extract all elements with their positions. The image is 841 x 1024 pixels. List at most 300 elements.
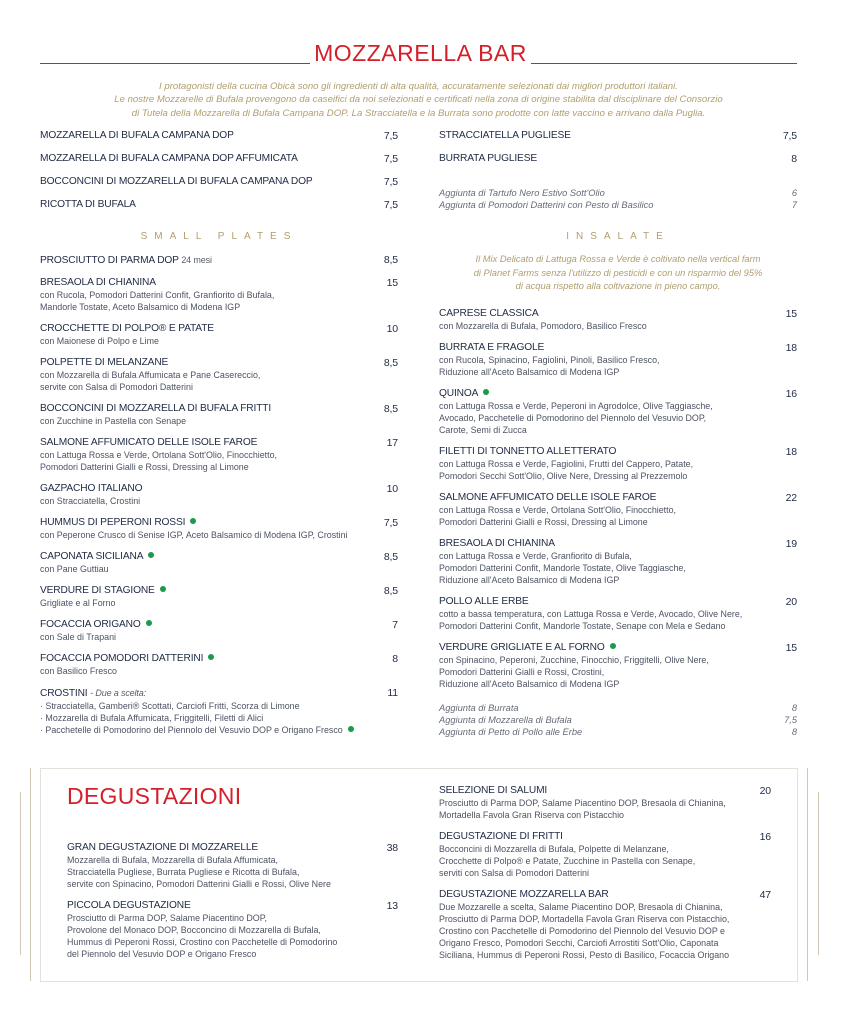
description-line: Hummus di Peperoni Rossi, Crostino con Pacchetelle di Pomodorino	[67, 937, 338, 947]
menu-item-price: 7,5	[383, 517, 398, 529]
description-line: con Pane Guttiau	[40, 564, 109, 574]
description-line: · Mozzarella di Bufala Affumicata, Friggitelli, Filetti di Alici	[40, 713, 264, 723]
vegetarian-dot-icon	[190, 518, 196, 524]
degustazioni-heading: DEGUSTAZIONI	[67, 783, 242, 809]
menu-item-price: 47	[759, 889, 771, 901]
menu-item-title: HUMMUS DI PEPERONI ROSSI	[40, 517, 186, 528]
description-line: con Sale di Trapani	[40, 632, 116, 642]
menu-item-title: BURRATA PUGLIESE	[439, 153, 537, 164]
menu-item-name	[40, 357, 168, 369]
intro-line: Le nostre Mozzarelle di Bufala provengono da caseifici da noi selezionati e certificati nella zona di origine stabilita dal disciplinare del Consorzio	[114, 94, 723, 106]
menu-item-description	[439, 620, 797, 632]
description-line: · Stracciatella, Gamberi® Scottati, Carciofi Fritti, Scorza di Limone	[40, 701, 300, 711]
menu-item-description	[439, 797, 771, 809]
menu-item-name	[439, 342, 544, 354]
menu-item-description	[40, 301, 398, 313]
menu-item-header	[40, 517, 398, 529]
menu-item-price: 15	[386, 277, 398, 289]
menu-item-name	[67, 842, 258, 854]
description-line: Crocchette di Polpo® e Patate, Zucchine in Pastella con Senape,	[439, 856, 696, 866]
menu-item	[40, 199, 398, 211]
menu-item-description	[439, 366, 797, 378]
menu-item-description	[439, 504, 797, 516]
menu-item	[40, 517, 398, 541]
menu-item-name	[40, 153, 298, 165]
menu-item-name	[439, 130, 571, 142]
description-line: cotto a bassa temperatura, con Lattuga Rossa e Verde, Avocado, Olive Nere,	[439, 609, 743, 619]
title-rule-right	[531, 63, 797, 64]
insalate-heading: INSALATE	[566, 231, 670, 242]
menu-item	[439, 642, 797, 690]
menu-item-description	[40, 563, 398, 575]
menu-item-description	[439, 458, 797, 470]
menu-item	[40, 551, 398, 575]
menu-item-header	[439, 308, 797, 320]
menu-item	[439, 492, 797, 528]
description-line: Siciliana, Hummus di Peperoni Rossi, Pesto di Basilico, Focaccia Origano	[439, 950, 730, 960]
menu-item-description	[40, 415, 398, 427]
menu-item-name	[40, 199, 136, 211]
addon-name: Aggiunta di Burrata	[439, 703, 519, 713]
addon-price: 6	[791, 188, 797, 198]
description-line: Bocconcini di Mozzarella di Bufala, Polpette di Melanzane,	[439, 844, 669, 854]
menu-item-description	[67, 936, 398, 948]
small-plates-heading: SMALL PLATES	[140, 231, 298, 242]
menu-item	[40, 403, 398, 427]
menu-item	[40, 483, 398, 507]
menu-item-description	[40, 712, 398, 724]
menu-item-description	[439, 516, 797, 528]
description-line: Carote, Semi di Zucca	[439, 425, 527, 435]
description-line: Riduzione all'Aceto Balsamico di Modena IGP	[439, 575, 620, 585]
menu-item	[439, 785, 771, 821]
menu-item-description	[67, 854, 398, 866]
menu-item-title: CROSTINI	[40, 688, 88, 699]
menu-item-header	[439, 342, 797, 354]
menu-item-title: BOCCONCINI DI MOZZARELLA DI BUFALA FRITTI	[40, 403, 272, 414]
description-line: con Zucchine in Pastella con Senape	[40, 416, 187, 426]
menu-item-description	[40, 289, 398, 301]
insalate-addons	[439, 702, 797, 738]
menu-item-description	[40, 700, 398, 712]
menu-item-header	[40, 551, 398, 563]
description-line: con Peperone Crusco di Senise IGP, Aceto Balsamico di Modena IGP, Crostini	[40, 530, 348, 540]
menu-item-note-italic: - Due a scelta:	[90, 688, 146, 698]
menu-item	[439, 342, 797, 378]
menu-item-description	[439, 867, 771, 879]
description-line: con Rucola, Pomodori Datterini Confit, Granfiorito di Bufala,	[40, 290, 275, 300]
description-line: Riduzione all'Aceto Balsamico di Modena IGP	[439, 679, 620, 689]
menu-item-header	[40, 483, 398, 495]
description-line: con Lattuga Rossa e Verde, Granfiorito di Bufala,	[439, 551, 632, 561]
menu-item-price: 22	[785, 492, 797, 504]
menu-item-description	[67, 924, 398, 936]
menu-item-header	[40, 403, 398, 415]
menu-item-title: BOCCONCINI DI MOZZARELLA DI BUFALA CAMPANA DOP	[40, 176, 313, 187]
menu-item-title: GRAN DEGUSTAZIONE DI MOZZARELLE	[67, 842, 259, 853]
title-rule-left	[40, 63, 310, 64]
menu-item-header	[40, 687, 398, 700]
menu-item-header	[439, 492, 797, 504]
insalate-intro-line: di Planet Farms senza l'utilizzo di pesticidi e con un risparmio del 95%	[473, 267, 763, 278]
menu-item-description	[439, 412, 797, 424]
addon-price: 7,5	[784, 715, 797, 725]
menu-item-name	[439, 308, 539, 320]
description-line: serviti con Salsa di Pomodori Datterini	[439, 868, 589, 878]
menu-item-name	[439, 889, 609, 901]
intro-line: di Tutela della Mozzarella di Bufala Campana DOP. La Stracciatella e la Burrata sono prodotte con latte vaccino e arrivano dalla Puglia.	[131, 107, 706, 119]
menu-item-header	[439, 642, 797, 654]
description-line: Pomodori Datterini Gialli e Rossi, Dressing al Limone	[439, 517, 648, 527]
menu-item-description	[40, 461, 398, 473]
menu-item-header	[40, 153, 398, 165]
menu-item-price: 16	[785, 388, 797, 400]
menu-item-header	[439, 596, 797, 608]
menu-item-name	[40, 277, 156, 289]
menu-item-name	[439, 153, 537, 165]
small-plates-list	[40, 254, 398, 746]
description-line: con Rucola, Spinacino, Fagiolini, Pinoli, Basilico Fresco,	[439, 355, 660, 365]
menu-item-price: 16	[759, 831, 771, 843]
menu-item-header	[67, 900, 398, 912]
menu-item	[439, 308, 797, 332]
menu-item-header	[40, 323, 398, 335]
menu-item	[40, 687, 398, 736]
menu-item-name	[40, 176, 313, 188]
description-line: Prosciutto di Parma DOP, Mortadella Favola Gran Riserva con Pistacchio,	[439, 914, 730, 924]
menu-item-description	[40, 597, 398, 609]
menu-item-price: 18	[785, 446, 797, 458]
menu-item-header	[439, 130, 797, 142]
menu-item-description	[439, 654, 797, 666]
menu-item-description	[439, 666, 797, 678]
menu-item-title: POLPETTE DI MELANZANE	[40, 357, 169, 368]
menu-item	[67, 842, 398, 890]
vegetarian-dot-icon	[610, 643, 616, 649]
menu-item-price: 15	[785, 642, 797, 654]
menu-item-name	[439, 492, 656, 504]
menu-item-price: 13	[386, 900, 398, 912]
menu-item-description	[40, 495, 398, 507]
menu-item-title: PICCOLA DEGUSTAZIONE	[67, 900, 191, 911]
menu-item-note	[90, 688, 146, 698]
menu-item-name	[40, 254, 212, 267]
menu-item-price: 7,5	[383, 153, 398, 165]
menu-item-title: DEGUSTAZIONE MOZZARELLA BAR	[439, 889, 609, 900]
menu-item-title: FOCACCIA POMODORI DATTERINI	[40, 653, 204, 664]
menu-item-description	[439, 901, 771, 913]
menu-item-note: 24 mesi	[181, 255, 212, 265]
menu-item	[439, 596, 797, 632]
menu-item-price: 7,5	[383, 176, 398, 188]
decorative-line	[30, 768, 31, 981]
menu-item-title: RICOTTA DI BUFALA	[40, 199, 136, 210]
addon-price: 8	[791, 727, 797, 737]
menu-item-header	[439, 785, 771, 797]
menu-item-header	[439, 446, 797, 458]
menu-item-title: FILETTI DI TONNETTO ALLETTERATO	[439, 446, 617, 457]
decorative-line	[20, 792, 21, 955]
menu-item-name	[40, 437, 257, 449]
menu-item-name	[439, 642, 616, 654]
description-line: Pomodori Datterini Gialli e Rossi, Crostini,	[439, 667, 605, 677]
menu-item-price: 7	[392, 619, 398, 631]
menu-item	[40, 277, 398, 313]
addon-price: 8	[791, 703, 797, 713]
menu-item-name	[439, 538, 555, 550]
menu-item	[40, 357, 398, 393]
description-line: Provolone del Monaco DOP, Bocconcino di Mozzarella di Bufala,	[67, 925, 321, 935]
menu-item-name	[40, 551, 154, 563]
menu-item	[40, 585, 398, 609]
menu-item-header	[40, 357, 398, 369]
menu-item-title: MOZZARELLA DI BUFALA CAMPANA DOP AFFUMICATA	[40, 153, 298, 164]
menu-item-header	[439, 538, 797, 550]
description-line: Pomodori Datterini Confit, Mandorle Tostate, Olive Taggiasche,	[439, 563, 686, 573]
decorative-line	[807, 768, 808, 981]
decorative-line	[818, 792, 819, 955]
insalate-intro	[439, 253, 797, 294]
menu-item-price: 10	[386, 323, 398, 335]
description-line: Stracciatella Pugliese, Burrata Pugliese e Ricotta di Bufala,	[67, 867, 300, 877]
menu-item	[439, 889, 771, 961]
menu-item-header	[40, 176, 398, 188]
menu-item-name	[40, 619, 152, 631]
menu-item-header	[40, 199, 398, 211]
menu-item-description	[439, 400, 797, 412]
menu-item	[40, 619, 398, 643]
menu-item-title: CROCCHETTE DI POLPO® E PATATE	[40, 323, 214, 334]
menu-item	[40, 153, 398, 165]
menu-item-description	[439, 855, 771, 867]
vegetarian-dot-icon	[208, 654, 214, 660]
description-line: con Mozzarella di Bufala Affumicata e Pane Casereccio,	[40, 370, 261, 380]
menu-item-price: 38	[386, 842, 398, 854]
menu-item-description	[439, 913, 771, 925]
menu-item-header	[40, 653, 398, 665]
description-line: Mortadella Favola Gran Riserva con Pistacchio	[439, 810, 624, 820]
menu-item-description	[40, 529, 398, 541]
menu-item-title: SALMONE AFFUMICATO DELLE ISOLE FAROE	[439, 492, 657, 503]
menu-item-name	[439, 785, 547, 797]
menu-item	[439, 538, 797, 586]
addon-name: Aggiunta di Mozzarella di Bufala	[439, 715, 572, 725]
menu-item-title: VERDURE GRIGLIATE E AL FORNO	[439, 642, 605, 653]
menu-item-price: 20	[759, 785, 771, 797]
menu-item-description	[40, 665, 398, 677]
description-line: servite con Salsa di Pomodori Datterini	[40, 382, 193, 392]
menu-item-price: 18	[785, 342, 797, 354]
addon-row	[439, 187, 797, 199]
menu-item-name	[67, 900, 191, 912]
description-line: con Spinacino, Peperoni, Zucchine, Finocchio, Friggitelli, Olive Nere,	[439, 655, 709, 665]
menu-item-title: PROSCIUTTO DI PARMA DOP	[40, 255, 179, 266]
menu-item-price: 7,5	[782, 130, 797, 142]
intro-line: I protagonisti della cucina Obicà sono gli ingredienti di alta qualità, accuratamente selezionati dai migliori produttori italiani.	[159, 81, 678, 92]
description-line: Prosciutto di Parma DOP, Salame Piacentino DOP, Bresaola di Chianina,	[439, 798, 726, 808]
menu-item-description	[439, 925, 771, 937]
menu-item-description	[439, 574, 797, 586]
description-line: con Lattuga Rossa e Verde, Ortolana Sott'Olio, Finocchietto,	[439, 505, 677, 515]
description-line: con Basilico Fresco	[40, 666, 117, 676]
menu-item-name	[40, 483, 142, 495]
menu-item-header	[40, 619, 398, 631]
description-line: Grigliate e al Forno	[40, 598, 116, 608]
mozzarella-list-right	[439, 130, 797, 176]
vegetarian-dot-icon	[483, 389, 489, 395]
mozzarella-list-left	[40, 130, 398, 222]
description-line: Origano Fresco, Pomodori Secchi, Carciofi Arrostiti Sott'Olio, Caponata	[439, 938, 719, 948]
addon-name: Aggiunta di Pomodori Datterini con Pesto di Basilico	[439, 200, 654, 210]
menu-item	[439, 130, 797, 142]
menu-item-title: VERDURE DI STAGIONE	[40, 585, 155, 596]
menu-item	[439, 388, 797, 436]
vegetarian-dot-icon	[148, 552, 154, 558]
menu-item	[439, 446, 797, 482]
menu-item-description	[40, 381, 398, 393]
menu-item-title: BRESAOLA DI CHIANINA	[40, 277, 156, 288]
insalate-intro-line: di acqua rispetto alla coltivazione in pieno campo.	[515, 281, 721, 291]
menu-item-price: 15	[785, 308, 797, 320]
menu-item-header	[40, 277, 398, 289]
menu-item-name	[40, 130, 234, 142]
menu-item-header	[439, 831, 771, 843]
menu-item-name	[40, 653, 214, 665]
menu-item-description	[67, 866, 398, 878]
menu-item-price: 8	[791, 153, 797, 165]
menu-item-description	[67, 912, 398, 924]
menu-item-price: 8,5	[383, 357, 398, 369]
insalate-list	[439, 308, 797, 700]
addon-row	[439, 726, 797, 738]
menu-item	[40, 653, 398, 677]
menu-item-price: 8,5	[383, 551, 398, 563]
description-line: Mozzarella di Bufala, Mozzarella di Bufala Affumicata,	[67, 855, 278, 865]
menu-item-header	[439, 388, 797, 400]
menu-item-description	[439, 937, 771, 949]
description-line: servite con Spinacino, Pomodori Datterini Gialli e Rossi, Olive Nere	[67, 879, 331, 889]
addon-row	[439, 199, 797, 211]
menu-item-name	[439, 596, 529, 608]
menu-item-title: CAPONATA SICILIANA	[40, 551, 144, 562]
description-line: con Lattuga Rossa e Verde, Ortolana Sott'Olio, Finocchietto,	[40, 450, 278, 460]
insalate-intro-line: Il Mix Delicato di Lattuga Rossa e Verde è coltivato nella vertical farm	[475, 254, 761, 264]
menu-item-header	[40, 585, 398, 597]
description-line: con Maionese di Polpo e Lime	[40, 336, 159, 346]
menu-item	[67, 900, 398, 960]
menu-item-title: SELEZIONE DI SALUMI	[439, 785, 548, 796]
menu-item-name	[40, 517, 196, 529]
page-title: MOZZARELLA BAR	[314, 40, 527, 66]
menu-item	[40, 130, 398, 142]
mozzarella-addons	[439, 187, 797, 211]
vegetarian-dot-icon	[348, 726, 354, 732]
menu-item-description	[439, 678, 797, 690]
menu-item-price: 17	[386, 437, 398, 449]
menu-item	[439, 831, 771, 879]
menu-item-price: 7,5	[383, 199, 398, 211]
menu-item-title: STRACCIATELLA PUGLIESE	[439, 130, 571, 141]
description-line: Pomodori Secchi Sott'Olio, Olive Nere, Dressing al Prezzemolo	[439, 471, 688, 481]
menu-item	[40, 323, 398, 347]
description-line: Due Mozzarelle a scelta, Salame Piacentino DOP, Bresaola di Chianina,	[439, 902, 723, 912]
menu-item-description	[439, 424, 797, 436]
description-line: del Piennolo del Vesuvio DOP e Origano Fresco	[67, 949, 257, 959]
addon-row	[439, 702, 797, 714]
menu-item	[40, 176, 398, 188]
degustazioni-list-right	[439, 785, 771, 971]
menu-item-description	[439, 320, 797, 332]
menu-item-description	[439, 809, 771, 821]
menu-item-title: BRESAOLA DI CHIANINA	[439, 538, 555, 549]
menu-item-description	[439, 354, 797, 366]
addon-name: Aggiunta di Tartufo Nero Estivo Sott'Olio	[439, 188, 605, 198]
description-line: con Lattuga Rossa e Verde, Fagiolini, Frutti del Cappero, Patate,	[439, 459, 694, 469]
menu-item-price: 8,5	[383, 403, 398, 415]
menu-item-title: GAZPACHO ITALIANO	[40, 483, 143, 494]
menu-item-description	[40, 631, 398, 643]
description-line: Crostino con Pacchetelle di Pomodorino del Piennolo del Vesuvio DOP e	[439, 926, 725, 936]
addon-price: 7	[791, 200, 797, 210]
menu-item-price: 8,5	[383, 585, 398, 597]
description-line: Prosciutto di Parma DOP, Salame Piacentino DOP,	[67, 913, 267, 923]
description-line: Mandorle Tostate, Aceto Balsamico di Modena IGP	[40, 302, 241, 312]
menu-item-description	[40, 335, 398, 347]
menu-item-description	[40, 724, 398, 736]
menu-item-description	[40, 369, 398, 381]
menu-item-header	[439, 889, 771, 901]
menu-item-header	[40, 254, 398, 267]
menu-item-price: 8,5	[383, 254, 398, 266]
intro-text	[40, 80, 797, 120]
menu-item	[40, 254, 398, 267]
menu-item-description	[439, 470, 797, 482]
menu-item-price: 10	[386, 483, 398, 495]
menu-item-description	[67, 878, 398, 890]
description-line: Avocado, Pacchetelle di Pomodorino del Piennolo del Vesuvio DOP,	[439, 413, 707, 423]
menu-item-title: FOCACCIA ORIGANO	[40, 619, 141, 630]
degustazioni-list-left	[67, 842, 398, 970]
description-line: Pomodori Datterini Confit, Mandorle Tostate, Senape con Mela e Sedano	[439, 621, 726, 631]
menu-item-name	[439, 446, 616, 458]
menu-item-name	[439, 388, 489, 400]
menu-item-title: BURRATA E FRAGOLE	[439, 342, 545, 353]
menu-item-name	[40, 403, 271, 415]
menu-item-price: 20	[785, 596, 797, 608]
menu-item-name	[40, 585, 166, 597]
menu-item-header	[67, 842, 398, 854]
menu-item-header	[439, 153, 797, 165]
menu-item-name	[40, 323, 214, 335]
vegetarian-dot-icon	[146, 620, 152, 626]
menu-item-title: QUINOA	[439, 388, 479, 399]
addon-row	[439, 714, 797, 726]
menu-item-price: 11	[387, 687, 398, 699]
menu-item-name	[439, 831, 563, 843]
menu-item-title: MOZZARELLA DI BUFALA CAMPANA DOP	[40, 130, 234, 141]
menu-item-name	[40, 687, 146, 700]
menu-item-description	[439, 550, 797, 562]
description-line: Pomodori Datterini Gialli e Rossi, Dressing al Limone	[40, 462, 249, 472]
description-line: · Pacchetelle di Pomodorino del Piennolo del Vesuvio DOP e Origano Fresco	[40, 725, 343, 735]
menu-item-title: DEGUSTAZIONE DI FRITTI	[439, 831, 563, 842]
menu-item-description	[40, 449, 398, 461]
menu-item-header	[40, 130, 398, 142]
menu-item-description	[439, 843, 771, 855]
menu-item	[40, 437, 398, 473]
menu-item-description	[67, 948, 398, 960]
description-line: con Lattuga Rossa e Verde, Peperoni in Agrodolce, Olive Taggiasche,	[439, 401, 713, 411]
